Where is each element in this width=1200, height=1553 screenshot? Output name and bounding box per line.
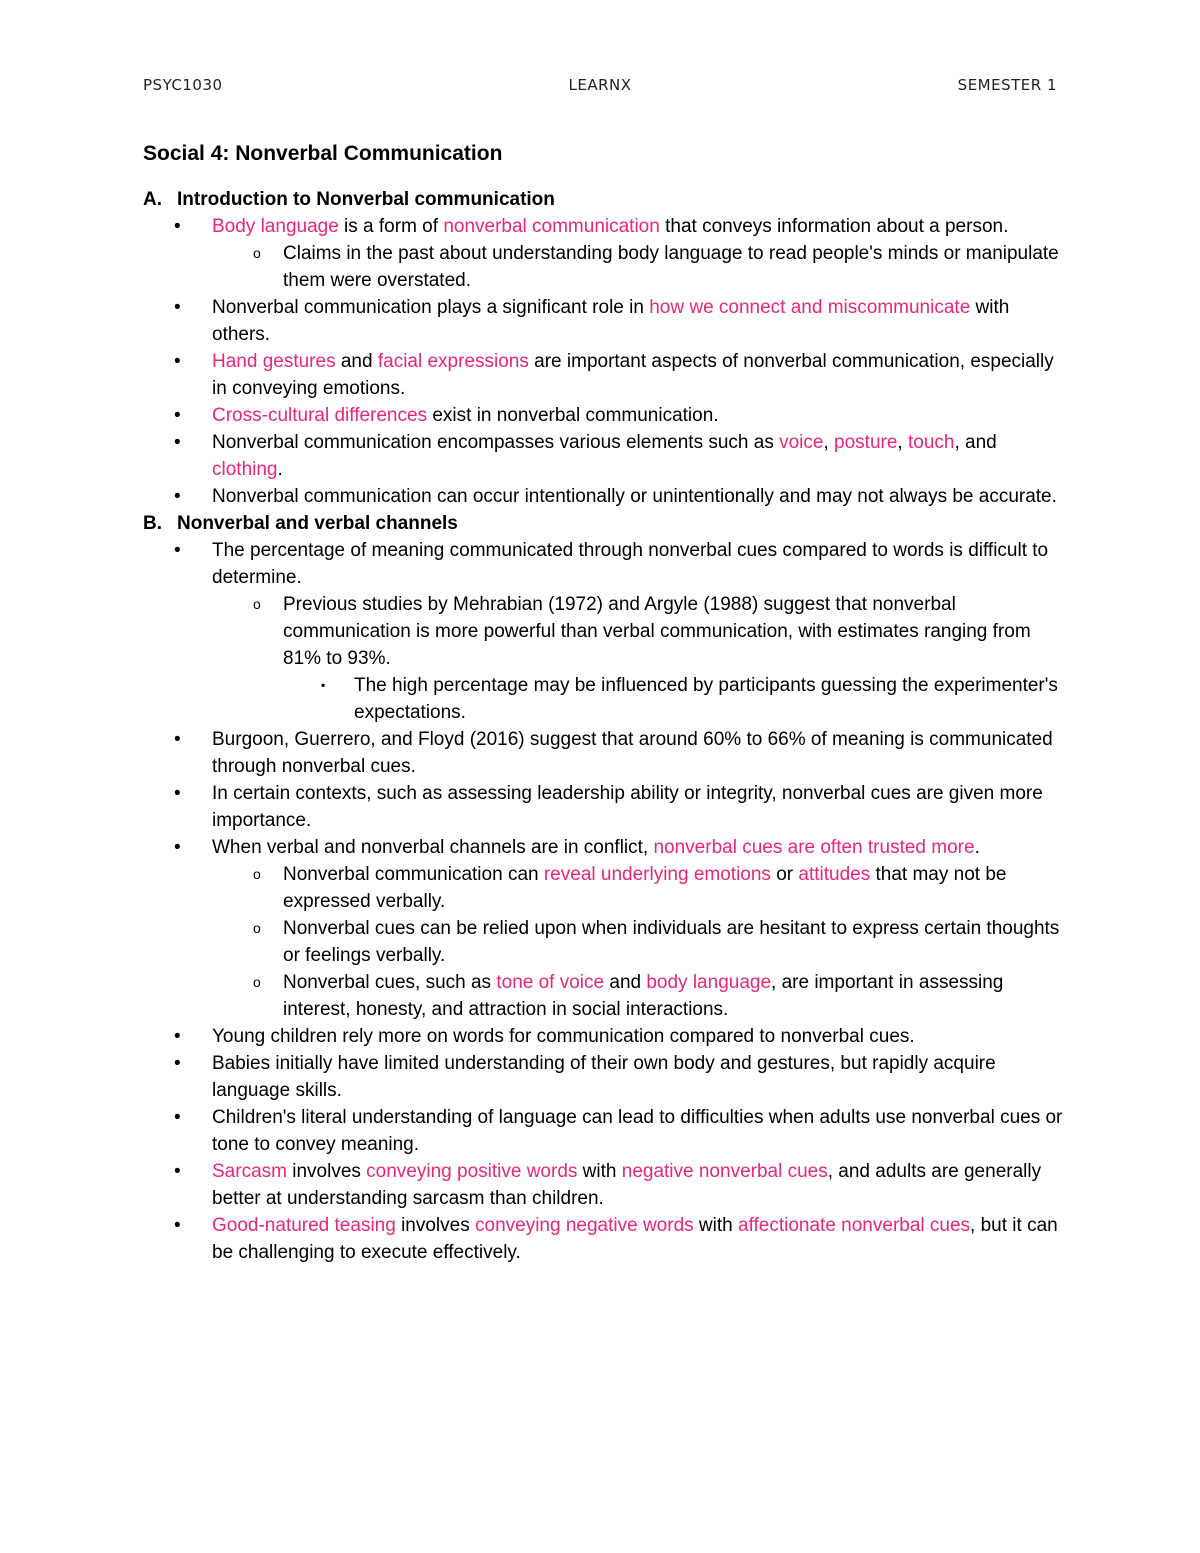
highlighted-term: nonverbal cues are often trusted more xyxy=(653,837,975,858)
text-segment: , but it can be challenging to execute effectively. xyxy=(212,1215,1058,1263)
text-segment: that may not be expressed verbally. xyxy=(283,864,1007,912)
text-segment: , and xyxy=(954,432,997,453)
text-segment: Claims in the past about understanding body language to read people's minds or manipulate them were overstated. xyxy=(283,243,1059,291)
highlighted-term: Cross-cultural differences xyxy=(212,405,428,426)
text-segment: . xyxy=(974,837,980,858)
header-course-code: PSYC1030 xyxy=(143,76,223,94)
list-item xyxy=(143,213,1063,240)
highlighted-term: negative nonverbal cues xyxy=(621,1161,828,1182)
highlighted-term: attitudes xyxy=(798,864,871,885)
text-segment: with xyxy=(693,1215,738,1236)
highlighted-term: voice xyxy=(779,432,824,453)
section-heading-text: Nonverbal and verbal channels xyxy=(177,513,458,534)
highlighted-term: Sarcasm xyxy=(212,1161,287,1182)
text-segment: Nonverbal cues can be relied upon when individuals are hesitant to express certain thoughts or feelings verbally. xyxy=(283,918,1060,966)
text-segment: , xyxy=(897,432,908,453)
bullet-icon: • xyxy=(174,1026,181,1047)
highlighted-term: posture xyxy=(834,432,898,453)
text-segment: and xyxy=(335,351,378,372)
text-segment: Burgoon, Guerrero, and Floyd (2016) suggest that around 60% to 66% of meaning is communicated through nonverbal cues. xyxy=(212,729,1053,777)
list-item xyxy=(143,969,1063,1023)
text-segment: , and adults are generally better at understanding sarcasm than children. xyxy=(212,1161,1042,1209)
highlighted-term: tone of voice xyxy=(496,972,605,993)
highlighted-term: reveal underlying emotions xyxy=(543,864,771,885)
highlighted-term: body language xyxy=(646,972,772,993)
list-item xyxy=(143,1104,1063,1158)
text-segment: Nonverbal communication plays a significant role in xyxy=(212,297,650,318)
highlighted-term: clothing xyxy=(212,459,278,480)
highlighted-term: Hand gestures xyxy=(212,351,336,372)
bullet-icon: • xyxy=(174,1107,181,1128)
notes-body xyxy=(143,186,1063,1266)
list-item xyxy=(143,780,1063,834)
square-bullet-icon: ▪ xyxy=(321,678,326,692)
highlighted-term: Good-natured teasing xyxy=(212,1215,396,1236)
text-segment: Young children rely more on words for communication compared to nonverbal cues. xyxy=(212,1026,915,1047)
text-segment: . xyxy=(277,459,283,480)
highlighted-term: conveying positive words xyxy=(366,1161,578,1182)
bullet-icon: • xyxy=(174,297,181,318)
bullet-icon: • xyxy=(174,405,181,426)
list-item xyxy=(143,672,1063,726)
circle-bullet-icon: o xyxy=(253,974,261,990)
bullet-icon: • xyxy=(174,783,181,804)
highlighted-term: conveying negative words xyxy=(475,1215,694,1236)
list-item xyxy=(143,1023,1063,1050)
highlighted-term: facial expressions xyxy=(377,351,529,372)
bullet-icon: • xyxy=(174,1161,181,1182)
list-item xyxy=(143,1050,1063,1104)
page-title: Social 4: Nonverbal Communication xyxy=(143,142,503,165)
text-segment: , are important in assessing interest, honesty, and attraction in social interactions. xyxy=(283,972,1004,1020)
circle-bullet-icon: o xyxy=(253,596,261,612)
circle-bullet-icon: o xyxy=(253,245,261,261)
list-item xyxy=(143,834,1063,861)
highlighted-term: Body language xyxy=(212,216,339,237)
header-semester: SEMESTER 1 xyxy=(957,76,1057,94)
list-item xyxy=(143,348,1063,402)
text-segment: When verbal and nonverbal channels are in conflict, xyxy=(212,837,654,858)
highlighted-term: nonverbal communication xyxy=(443,216,660,237)
list-item xyxy=(143,402,1063,429)
list-item xyxy=(143,591,1063,672)
bullet-icon: • xyxy=(174,729,181,750)
section-heading xyxy=(143,510,1063,537)
bullet-icon: • xyxy=(174,1215,181,1236)
highlighted-term: affectionate nonverbal cues xyxy=(738,1215,971,1236)
text-segment: is a form of xyxy=(338,216,444,237)
bullet-icon: • xyxy=(174,432,181,453)
list-item xyxy=(143,240,1063,294)
text-segment: Children's literal understanding of language can lead to difficulties when adults use nonverbal cues or tone to convey meaning. xyxy=(212,1107,1063,1155)
bullet-icon: • xyxy=(174,1053,181,1074)
text-segment: involves xyxy=(286,1161,367,1182)
text-segment: The high percentage may be influenced by participants guessing the experimenter's expectations. xyxy=(354,675,1058,723)
text-segment: Nonverbal cues, such as xyxy=(283,972,497,993)
text-segment: Previous studies by Mehrabian (1972) and Argyle (1988) suggest that nonverbal communication is more powerful than verbal communication, with estimates ranging from 81% to 93%. xyxy=(283,594,1031,669)
list-item xyxy=(143,429,1063,483)
section-letter: A. xyxy=(143,189,162,210)
list-item xyxy=(143,726,1063,780)
text-segment: Nonverbal communication encompasses various elements such as xyxy=(212,432,780,453)
bullet-icon: • xyxy=(174,216,181,237)
text-segment: and xyxy=(604,972,647,993)
section-heading-text: Introduction to Nonverbal communication xyxy=(177,189,555,210)
text-segment: Nonverbal communication can occur intentionally or unintentionally and may not always be accurate. xyxy=(212,486,1057,507)
text-segment: that conveys information about a person. xyxy=(659,216,1009,237)
text-segment: or xyxy=(770,864,799,885)
list-item xyxy=(143,294,1063,348)
list-item xyxy=(143,483,1063,510)
bullet-icon: • xyxy=(174,351,181,372)
list-item xyxy=(143,1158,1063,1212)
text-segment: are important aspects of nonverbal communication, especially in conveying emotions. xyxy=(212,351,1054,399)
text-segment: , xyxy=(823,432,835,453)
text-segment: exist in nonverbal communication. xyxy=(427,405,719,426)
text-segment: The percentage of meaning communicated through nonverbal cues compared to words is difficult to determine. xyxy=(212,540,1049,588)
bullet-icon: • xyxy=(174,540,181,561)
list-item xyxy=(143,861,1063,915)
text-segment: In certain contexts, such as assessing leadership ability or integrity, nonverbal cues are given more importance. xyxy=(212,783,1043,831)
bullet-icon: • xyxy=(174,486,181,507)
header-platform: LEARNX xyxy=(568,76,632,94)
list-item xyxy=(143,537,1063,591)
highlighted-term: touch xyxy=(907,432,955,453)
circle-bullet-icon: o xyxy=(253,866,261,882)
text-segment: with others. xyxy=(212,297,1010,345)
section-heading xyxy=(143,186,1063,213)
text-segment: involves xyxy=(395,1215,475,1236)
text-segment: Babies initially have limited understanding of their own body and gestures, but rapidly acquire language skills. xyxy=(212,1053,996,1101)
highlighted-term: how we connect and miscommunicate xyxy=(649,297,971,318)
text-segment: with xyxy=(577,1161,622,1182)
circle-bullet-icon: o xyxy=(253,920,261,936)
text-segment: Nonverbal communication can xyxy=(283,864,544,885)
list-item xyxy=(143,1212,1063,1266)
section-letter: B. xyxy=(143,513,162,534)
list-item xyxy=(143,915,1063,969)
bullet-icon: • xyxy=(174,837,181,858)
